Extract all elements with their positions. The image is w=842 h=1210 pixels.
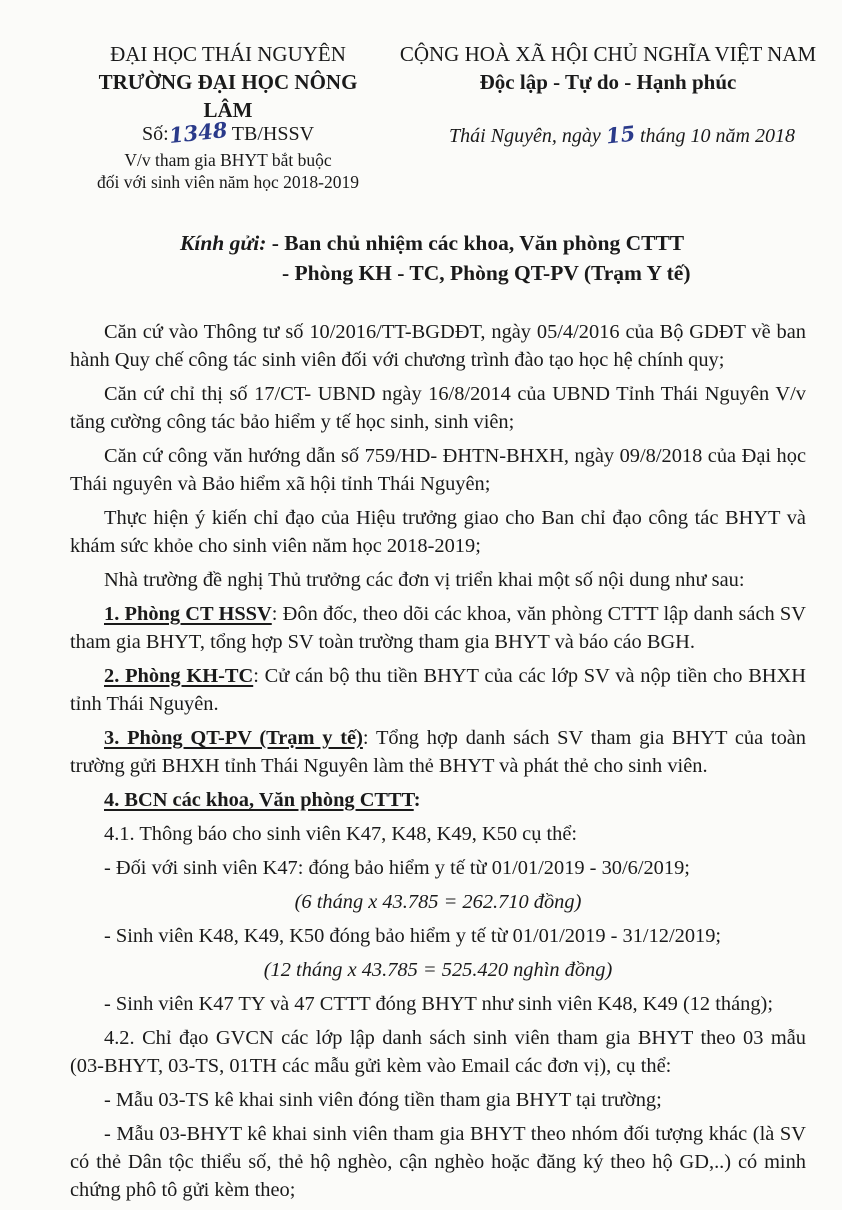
paragraph: Thực hiện ý kiến chỉ đạo của Hiệu trưởng giao cho Ban chỉ đạo công tác BHYT và khám sức khỏe cho sinh viên năm học 2018-2019;: [70, 507, 806, 557]
issuer-header: [78, 40, 378, 124]
section-4: 4. BCN các khoa, Văn phòng CTTT:: [104, 789, 421, 811]
paragraph: 4.1. Thông báo cho sinh viên K47, K48, K49, K50 cụ thể:: [104, 823, 578, 845]
nation-motto: Độc lập - Tự do - Hạnh phúc: [479, 70, 737, 94]
document-number: Số:1348 TB/HSSV: [78, 118, 378, 149]
recipients: [180, 228, 691, 288]
calculation: (12 tháng x 43.785 = 525.420 nghìn đồng): [263, 959, 613, 981]
handwritten-day: 15: [604, 120, 637, 149]
list-item: - Sinh viên K48, K49, K50 đóng bảo hiểm y tế từ 01/01/2019 - 31/12/2019;: [104, 925, 722, 947]
section-2: 2. Phòng KH-TC: Cử cán bộ thu tiền BHYT của các lớp SV và nộp tiền cho BHXH tỉnh Thái Nguyên.: [70, 665, 806, 715]
section-3: 3. Phòng QT-PV (Trạm y tế): Tổng hợp danh sách SV tham gia BHYT của toàn trường gửi BHXH tỉnh Thái Nguyên làm thẻ BHYT và phát thẻ cho sinh viên.: [70, 727, 807, 777]
recipient-line-1: - Ban chủ nhiệm các khoa, Văn phòng CTTT: [271, 231, 685, 255]
paragraph: Căn cứ vào Thông tư số 10/2016/TT-BGDĐT, ngày 05/4/2016 của Bộ GDĐT về ban hành Quy chế công tác sinh viên đối với chương trình đào tạo học hệ chính quy;: [70, 321, 806, 371]
list-item: - Sinh viên K47 TY và 47 CTTT đóng BHYT như sinh viên K48, K49 (12 tháng);: [104, 993, 773, 1015]
calculation: (6 tháng x 43.785 = 262.710 đồng): [294, 891, 582, 913]
national-header: [388, 40, 828, 96]
paragraph: Căn cứ công văn hướng dẫn số 759/HD- ĐHTN-BHXH, ngày 09/8/2018 của Đại học Thái nguyên và Bảo hiểm xã hội tỉnh Thái Nguyên;: [70, 445, 806, 495]
paragraph: 4.2. Chỉ đạo GVCN các lớp lập danh sách sinh viên tham gia BHYT theo 03 mẫu (03-BHYT, 03-TS, 01TH các mẫu gửi kèm vào Email các đơn vị), cụ thể:: [70, 1027, 806, 1077]
list-item: - Đối với sinh viên K47: đóng bảo hiểm y tế từ 01/01/2019 - 30/6/2019;: [104, 857, 690, 879]
document-number-block: [78, 118, 378, 193]
nation-title: CỘNG HOÀ XÃ HỘI CHỦ NGHĨA VIỆT NAM: [399, 42, 817, 66]
parent-org: ĐẠI HỌC THÁI NGUYÊN: [110, 42, 346, 66]
list-item: - Mẫu 03-TS kê khai sinh viên đóng tiền tham gia BHYT tại trường;: [104, 1089, 662, 1111]
school-name: TRƯỜNG ĐẠI HỌC NÔNG LÂM: [98, 70, 358, 122]
recipient-line-2: - Phòng KH - TC, Phòng QT-PV (Trạm Y tế): [282, 261, 691, 285]
issue-date: Thái Nguyên, ngày 15 tháng 10 năm 2018: [432, 120, 812, 151]
subject-line-2: đối với sinh viên năm học 2018-2019: [96, 172, 359, 192]
document-body: [70, 318, 806, 1210]
recipients-label: Kính gửi:: [180, 231, 267, 255]
handwritten-number: 1348: [167, 117, 229, 148]
subject-line-1: V/v tham gia BHYT bắt buộc: [124, 150, 332, 170]
list-item: - Mẫu 03-BHYT kê khai sinh viên tham gia BHYT theo nhóm đối tượng khác (là SV có thẻ Dân tộc thiểu số, thẻ hộ nghèo, cận nghèo hoặc đăng ký theo hộ GD,..) có minh chứng phô tô gửi kèm theo;: [70, 1123, 806, 1201]
section-1: 1. Phòng CT HSSV: Đôn đốc, theo dõi các khoa, văn phòng CTTT lập danh sách SV tham gia BHYT, tổng hợp SV toàn trường tham gia BHYT và báo cáo BGH.: [70, 603, 806, 653]
paragraph: Nhà trường đề nghị Thủ trưởng các đơn vị triển khai một số nội dung như sau:: [104, 569, 745, 591]
paragraph: Căn cứ chỉ thị số 17/CT- UBND ngày 16/8/2014 của UBND Tỉnh Thái Nguyên V/v tăng cường công tác bảo hiểm y tế học sinh, sinh viên;: [70, 383, 806, 433]
